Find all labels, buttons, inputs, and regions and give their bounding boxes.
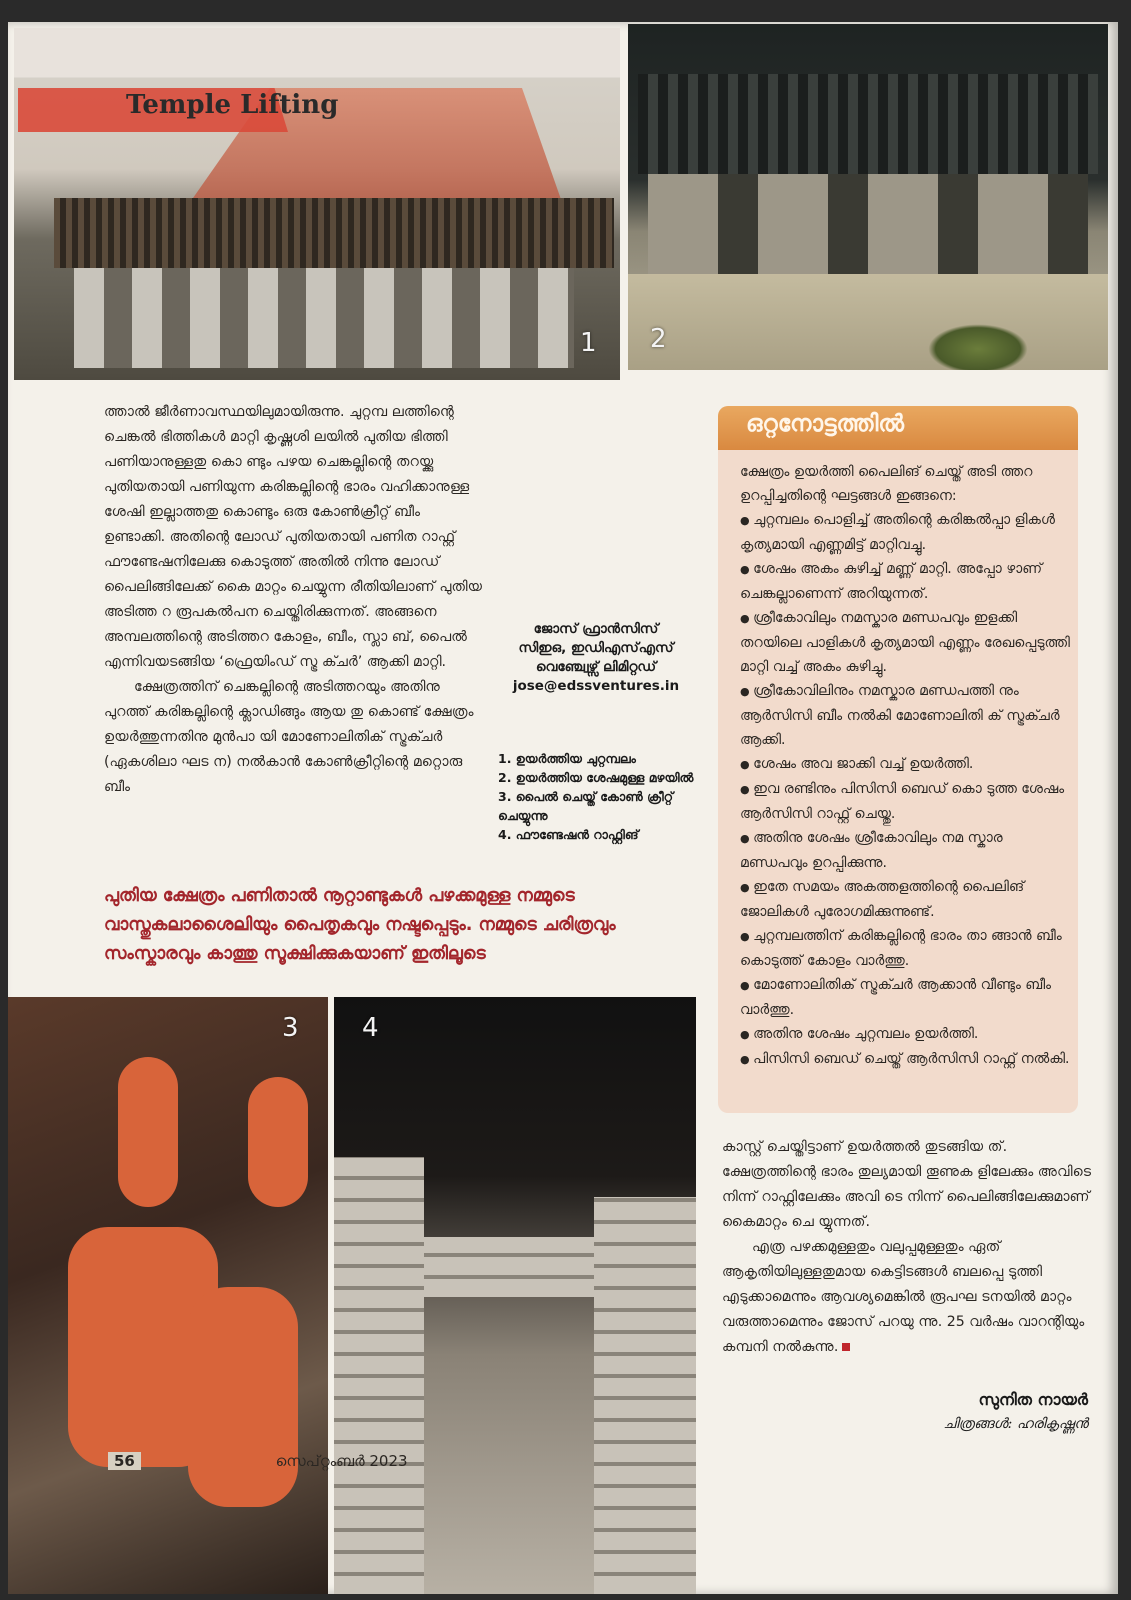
caption: 3. പൈൽ ചെയ്ത് കോൺ ക്രീറ്റ് ചെയ്യുന്നു [498,789,674,823]
right-column-text [722,1135,1094,1360]
photo-temple-rain [628,24,1108,370]
sidebar-intro: ക്ഷേത്രം ഉയർത്തി പൈലിങ് ചെയ്ത് അടി ത്തറ ഉറപ്പിച്ചതിന്റെ ഘട്ടങ്ങൾ ഇങ്ങനെ: [740,464,1033,504]
sidebar-header [718,406,1078,450]
photo-number: 4 [362,1013,379,1043]
credit-title: സിഇഒ, ഇഡിഎസ്എസ് [518,640,674,656]
list-item: ● ചുറ്റമ്പലത്തിന് കരിങ്കല്ലിന്റെ ഭാരം താ ങ്ങാൻ ബീം കൊടുത്ത് കോളം വാർത്തു. [740,924,1070,973]
issue-date: സെപ്റ്റംബർ 2023 [275,1452,408,1470]
list-item: ● ശ്രീകോവിലും നമസ്കാര മണ്ഡപവും ഇളക്കി തറയിലെ പാളികൾ കൃത്യമായി എണ്ണം രേഖപ്പെടുത്തി മാറ്റി വച്ച് അകം കുഴിച്ചു. [740,606,1070,679]
grass-graphic [928,324,1028,370]
stone-wall-graphic [334,1157,424,1594]
left-column-text [104,400,484,800]
worker-figure [188,1287,298,1507]
photo-number: 1 [580,328,597,358]
photo-foundation-rafting [334,997,696,1594]
pull-quote-text: പുതിയ ക്ഷേത്രം പണിതാൽ നൂറ്റാണ്ടുകൾ പഴക്കമുള്ള നമ്മുടെ വാസ്തുകലാശൈലിയും പൈതൃകവും നഷ്ടപ്പെടും. നമ്മുടെ ചരിത്രവും സംസ്കാരവും കാത്തു സൂക്ഷിക്കുകയാണ് ഇതിലൂടെ [104,886,616,964]
credit-name: ജോസ് ഫ്രാൻസിസ് [533,621,659,637]
paragraph: കാസ്റ്റ് ചെയ്തിട്ടാണ് ഉയർത്തൽ തുടങ്ങിയ ത്. ക്ഷേത്രത്തിന്റെ ഭാരം തുല്യമായി തൂണുക ളിലേക്കും അവിടെ നിന്ന് റാഫ്റ്റിലേക്കും അവി ടെ നിന്ന് പൈലിങ്ങിലേക്കുമാണ് കൈമാറ്റം ചെ യ്യുന്നത്. [722,1139,1092,1230]
photo-temple-lifted [14,28,620,380]
temple-pillars-graphic [74,268,574,368]
photo-credit: ചിത്രങ്ങൾ: ഹരികൃഷ്ണൻ [943,1416,1088,1432]
end-mark-icon [842,1343,850,1351]
paragraph: ത്താൽ ജീർണാവസ്ഥയിലുമായിരുന്നു. ചുറ്റമ്പ ലത്തിന്റെ ചെങ്കൽ ഭിത്തികൾ മാറ്റി കൃഷ്ണശി ലയിൽ പുതിയ ഭിത്തി പണിയാനുള്ളതു കൊ ണ്ടും പഴയ ചെങ്കല്ലിന്റെ തറയ്ക്കു പുതിയതായി പണിയുന്ന കരിങ്കല്ലിന്റെ ഭാരം വഹിക്കാനുള്ള ശേഷി ഇല്ലാത്തതു കൊണ്ടും ഒരു കോൺക്രീറ്റ് ബീം ഉണ്ടാക്കി. അതിന്റെ ലോഡ് പുതിയതായി പണിത റാഫ്റ്റ് ഫൗണ്ടേഷനിലേക്കു കൊടുത്ത് അതിൽ നിന്നു ലോഡ് പൈലിങ്ങിലേക്ക് കൈ മാറ്റം ചെയ്യുന്ന രീതിയിലാണ് പുതിയ അടിത്ത റ രൂപകൽപന ചെയ്തിരിക്കുന്നത്. അങ്ങനെ അമ്പലത്തിന്റെ അടിത്തറ കോളം, ബീം, സ്ലാ ബ്, പൈൽ എന്നിവയടങ്ങിയ ‘ഫ്രെയിംഡ് സ്ട്ര ക്ചർ’ ആക്കി മാറ്റി. [104,404,483,670]
paragraph [722,1235,1094,1360]
stone-wall-graphic [594,1197,696,1594]
credit-email: jose@edssventures.in [512,678,680,694]
expert-credit [502,620,690,696]
water-graphic [628,274,1108,370]
sidebar-steps-list [740,508,1070,1072]
magazine-page [8,22,1118,1594]
worker-figure [248,1077,308,1207]
caption: 1. ഉയർത്തിയ ചുറ്റമ്പലം [498,751,636,766]
photo-label-text: Temple Lifting [126,90,339,120]
list-item: ● പിസിസി ബെഡ് ചെയ്ത് ആർസിസി റാഫ്റ്റ് നൽകി. [740,1047,1070,1072]
temple-wall-graphic [638,74,1098,174]
page-footer [108,1452,408,1470]
temple-wall-graphic [54,198,614,268]
author-byline: സുനിത നായർ [978,1390,1088,1409]
photo-number: 2 [650,324,667,354]
page-number: 56 [108,1452,141,1470]
stone-wall-graphic [424,1237,594,1297]
credit-company: വെഞ്ച്വേഴ്സ് ലിമിറ്റഡ് [535,659,657,675]
list-item: ● അതിനു ശേഷം ശ്രീകോവിലും നമ സ്കാര മണ്ഡപവും ഉറപ്പിക്കുന്നു. [740,826,1070,875]
at-a-glance-box [718,406,1078,1113]
paragraph-text: എത്ര പഴക്കമുള്ളതും വലുപ്പമുള്ളതും ഏത് ആകൃതിയിലുള്ളതുമായ കെട്ടിടങ്ങൾ ബലപ്പെ ടുത്തി എടുക്കാമെന്നും ആവശ്യമെങ്കിൽ രൂപഘ ടനയിൽ മാറ്റം വരുത്താമെന്നും ജോസ് പറയു ന്നു. 25 വർഷം വാറന്റിയും കമ്പനി നൽകുന്നു. [722,1239,1085,1355]
list-item: ● മോണോലിതിക് സ്ട്രക്ചർ ആക്കാൻ വീണ്ടും ബീം വാർത്തു. [740,973,1070,1022]
list-item: ● ശേഷം അവ ജാക്കി വച്ച് ഉയർത്തി. [740,752,1070,777]
photo-piling-workers [8,997,328,1594]
pull-quote [104,882,704,969]
worker-figure [118,1057,178,1207]
photo-number: 3 [282,1013,299,1043]
list-item: ● ശേഷം അകം കുഴിച്ച് മണ്ണ് മാറ്റി. അപ്പോ ഴാണ് ചെങ്കല്ലാണെന്ന് അറിയുന്നത്. [740,557,1070,606]
caption: 2. ഉയർത്തിയ ശേഷമുള്ള മഴയിൽ [498,770,694,785]
photo-captions [498,749,698,844]
sidebar-title: ഒറ്റനോട്ടത്തിൽ [746,410,905,437]
stone-blocks-graphic [648,174,1088,274]
caption: 4. ഫൗണ്ടേഷൻ റാഫ്റ്റിങ് [498,827,639,842]
list-item: ● ഇവ രണ്ടിനും പിസിസി ബെഡ് കൊ ടുത്ത ശേഷം ആർസിസി റാഫ്റ്റ് ചെയ്തു. [740,777,1070,826]
paragraph: ക്ഷേത്രത്തിന് ചെങ്കല്ലിന്റെ അടിത്തറയും അതിനു പുറത്ത് കരിങ്കല്ലിന്റെ ക്ലാഡിങ്ങും ആയ തു കൊണ്ട് ക്ഷേത്രം ഉയർത്തുന്നതിനു മുൻപാ യി മോണോലിതിക് സ്ട്രക്ചർ (ഏകശിലാ ഘട ന) നൽകാൻ കോൺക്രീറ്റിന്റെ മറ്റൊരു ബീം [104,679,474,795]
list-item: ● ഇതേ സമയം അകത്തളത്തിന്റെ പൈലിങ് ജോലികൾ പുരോഗമിക്കുന്നുണ്ട്. [740,875,1070,924]
list-item: ● അതിനു ശേഷം ചുറ്റമ്പലം ഉയർത്തി. [740,1022,1070,1047]
list-item: ● ചുറ്റമ്പലം പൊളിച്ച് അതിന്റെ കരിങ്കൽപ്പാ ളികൾ കൃത്യമായി എണ്ണമിട്ട് മാറ്റിവച്ചു. [740,508,1070,557]
list-item: ● ശ്രീകോവിലിനും നമസ്കാര മണ്ഡപത്തി നും ആർസിസി ബീം നൽകി മോണോലിതി ക് സ്ട്രക്ചർ ആക്കി. [740,679,1070,752]
